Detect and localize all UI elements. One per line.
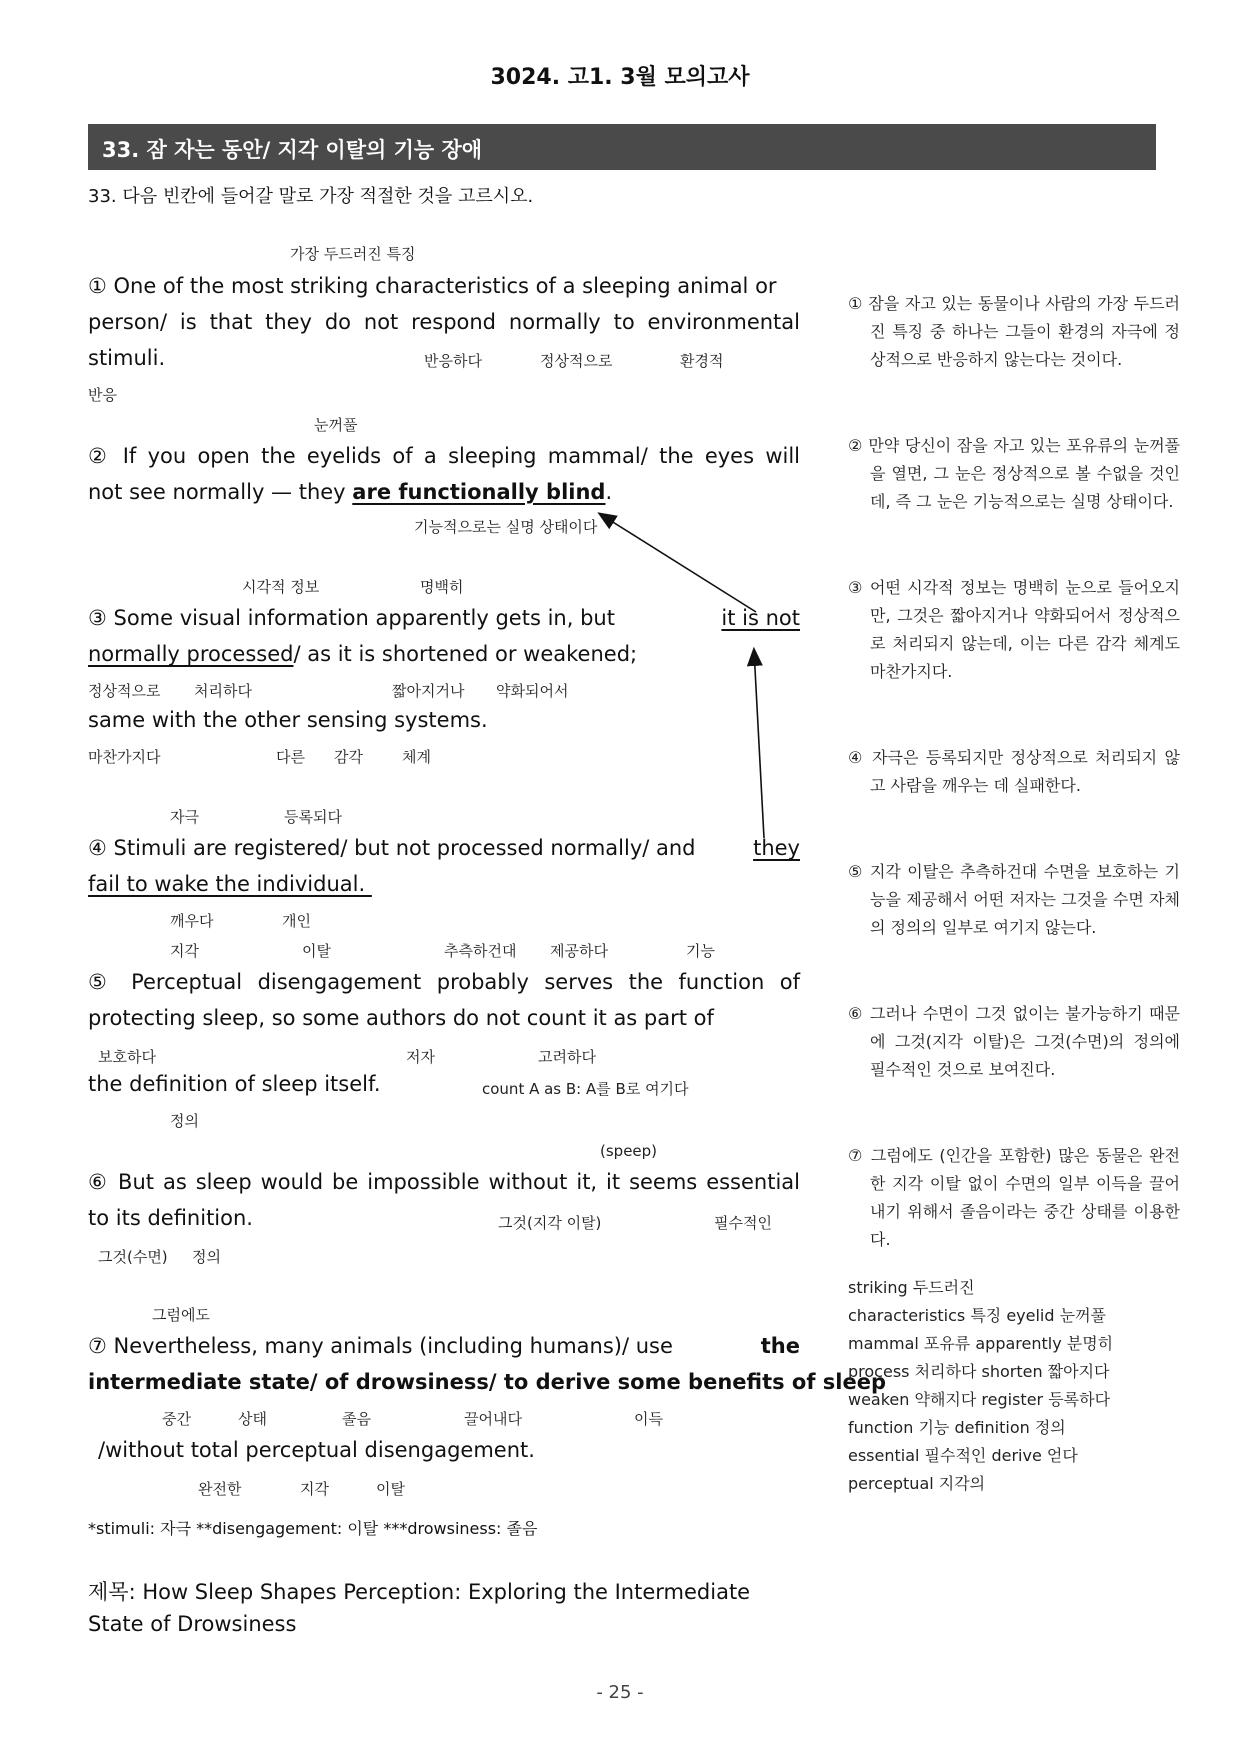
page-number: - 25 - xyxy=(596,1682,644,1703)
passage-s7-line3: /without total perceptual disengagement. xyxy=(98,1438,535,1462)
gloss: 처리하다 xyxy=(194,682,252,700)
gloss: 중간 xyxy=(162,1410,191,1428)
vocab-item: perceptual 지각의 xyxy=(848,1474,986,1493)
section-title: 33. 잠 자는 동안/ 지각 이탈의 기능 장애 xyxy=(102,138,483,162)
passage-s2-line1: ② If you open the eyelids of a sleeping mammal/ the eyes will xyxy=(88,444,800,468)
translation-note-7: ⑦ 그럼에도 (인간을 포함한) 많은 동물은 완전한 지각 이탈 없이 수면의 일부 이득을 끌어내기 위해서 졸음이라는 중간 상태를 이용한다. xyxy=(848,1146,1180,1249)
gloss: 반응 xyxy=(88,386,117,404)
passage-s3-line2: normally processed/ as it is shortened or weakened; xyxy=(88,642,638,666)
gloss: 자극 xyxy=(170,808,199,826)
gloss: 정의 xyxy=(192,1248,221,1266)
gloss: 제공하다 xyxy=(550,942,608,960)
translation-note-4: ④ 자극은 등록되지만 정상적으로 처리되지 않고 사람을 깨우는 데 실패한다. xyxy=(848,748,1180,795)
gloss: 명백히 xyxy=(420,578,464,596)
vocab-item: process 처리하다 shorten 짧아지다 xyxy=(848,1362,1110,1381)
passage-s3-line1: ③ Some visual information apparently gets in, but it is not xyxy=(88,606,800,630)
passage-s5-line3: the definition of sleep itself. xyxy=(88,1072,381,1096)
gloss: 지각 xyxy=(300,1480,329,1498)
page-header-title: 3024. 고1. 3월 모의고사 xyxy=(490,65,750,90)
vocab-item: weaken 약해지다 register 등록하다 xyxy=(848,1390,1111,1409)
gloss: 기능적으로는 실명 상태이다 xyxy=(414,518,598,536)
gloss: count A as B: A를 B로 여기다 xyxy=(482,1080,689,1098)
gloss: 그것(지각 이탈) xyxy=(498,1214,602,1232)
gloss: 반응하다 xyxy=(424,352,482,370)
translation-note-6: ⑥ 그러나 수면이 그것 없이는 불가능하기 때문에 그것(지각 이탈)은 그것(수면)의 정의에 필수적인 것으로 보여진다. xyxy=(848,1004,1180,1079)
gloss: 추측하건대 xyxy=(444,942,517,960)
gloss: 약화되어서 xyxy=(496,682,569,700)
passage-s2-line2: not see normally — they are functionally blind. xyxy=(88,480,613,504)
gloss: 감각 xyxy=(334,748,363,766)
gloss: 필수적인 xyxy=(714,1214,772,1232)
passage-s5-line2: protecting sleep, so some authors do not count it as part of xyxy=(88,1006,714,1030)
gloss: 이득 xyxy=(634,1410,663,1428)
vocab-item: essential 필수적인 derive 얻다 xyxy=(848,1446,1078,1465)
highlight-functionally-blind: are functionally blind xyxy=(352,480,606,504)
translation-note-5: ⑤ 지각 이탈은 추측하건대 수면을 보호하는 기능을 제공해서 어떤 저자는 그것을 수면 자체의 정의의 일부로 여기지 않는다. xyxy=(848,862,1180,937)
gloss: 상태 xyxy=(238,1410,267,1428)
gloss: 이탈 xyxy=(376,1480,405,1498)
passage-s1-line3: stimuli. xyxy=(88,346,166,370)
passage-s6-line1: ⑥ But as sleep would be impossible without it, it seems essential xyxy=(88,1170,800,1194)
gloss: 완전한 xyxy=(198,1480,242,1498)
gloss: 가장 두드러진 특징 xyxy=(290,245,416,263)
passage-s3-line3: same with the other sensing systems. xyxy=(88,708,488,732)
vocab-list xyxy=(848,1274,1168,1498)
vocab-item: striking 두드러진 xyxy=(848,1278,975,1297)
translation-note-1: ① 잠을 자고 있는 동물이나 사람의 가장 두드러진 특징 중 하나는 그들이 환경의 자극에 정상적으로 반응하지 않는다는 것이다. xyxy=(848,294,1180,369)
passage-s6-line2: to its definition. xyxy=(88,1206,253,1230)
arrow-to-not-processed xyxy=(754,650,764,838)
gloss: 환경적 xyxy=(680,352,724,370)
gloss: 저자 xyxy=(406,1048,435,1066)
gloss: 지각 xyxy=(170,942,199,960)
gloss: 다른 xyxy=(276,748,305,766)
gloss: 그럼에도 xyxy=(152,1306,210,1324)
passage-s7-line1: ⑦ Nevertheless, many animals (including humans)/ use the xyxy=(88,1334,800,1358)
gloss: 짧아지거나 xyxy=(392,682,465,700)
gloss: (speep) xyxy=(600,1142,658,1160)
gloss: 정의 xyxy=(170,1112,199,1130)
gloss: 눈꺼풀 xyxy=(314,416,358,434)
gloss: 그것(수면) xyxy=(98,1248,168,1266)
gloss: 기능 xyxy=(686,942,715,960)
passage-s1-line1: ① One of the most striking characteristics of a sleeping animal or xyxy=(88,274,777,298)
gloss: 보호하다 xyxy=(98,1048,156,1066)
translation-note-2: ② 만약 당신이 잠을 자고 있는 포유류의 눈꺼풀을 열면, 그 눈은 정상적으로 볼 수없을 것인데, 즉 그 눈은 기능적으로는 실명 상태이다. xyxy=(848,436,1180,511)
vocab-item: mammal 포유류 apparently 분명히 xyxy=(848,1334,1114,1353)
gloss: 개인 xyxy=(282,912,311,930)
gloss: 정상적으로 xyxy=(540,352,613,370)
passage-s1-line2: person/ is that they do not respond normally to environmental xyxy=(88,310,800,334)
question-prompt: 33. 다음 빈칸에 들어갈 말로 가장 적절한 것을 고르시오. xyxy=(88,186,534,207)
gloss: 끌어내다 xyxy=(464,1410,522,1428)
gloss: 정상적으로 xyxy=(88,682,161,700)
passage-s7-line2: intermediate state/ of drowsiness/ to derive some benefits of sleep xyxy=(88,1370,887,1394)
passage-s4-line2: fail to wake the individual. xyxy=(88,872,372,896)
title-line-1: 제목: How Sleep Shapes Perception: Exploring the Intermediate xyxy=(88,1580,751,1604)
vocab-item: characteristics 특징 eyelid 눈꺼풀 xyxy=(848,1306,1106,1325)
gloss: 깨우다 xyxy=(170,912,214,930)
vocab-item: function 기능 definition 정의 xyxy=(848,1418,1066,1437)
gloss: 고려하다 xyxy=(538,1048,596,1066)
gloss: 마찬가지다 xyxy=(88,748,161,766)
footnote: *stimuli: 자극 **disengagement: 이탈 ***drowsiness: 졸음 xyxy=(88,1519,538,1538)
gloss: 체계 xyxy=(402,748,431,766)
passage-s4-line1: ④ Stimuli are registered/ but not processed normally/ and they xyxy=(88,836,800,860)
passage-s5-line1: ⑤ Perceptual disengagement probably serves the function of xyxy=(88,970,800,994)
gloss: 등록되다 xyxy=(284,808,342,826)
gloss: 졸음 xyxy=(342,1410,371,1428)
arrow-to-functionally-blind xyxy=(600,514,756,612)
translation-note-3: ③ 어떤 시각적 정보는 명백히 눈으로 들어오지만, 그것은 짧아지거나 약화되어서 정상적으로 처리되지 않는데, 이는 다른 감각 체계도 마찬가지다. xyxy=(848,578,1180,681)
gloss: 시각적 정보 xyxy=(242,578,320,596)
title-line-2: State of Drowsiness xyxy=(88,1612,297,1636)
gloss: 이탈 xyxy=(302,942,331,960)
